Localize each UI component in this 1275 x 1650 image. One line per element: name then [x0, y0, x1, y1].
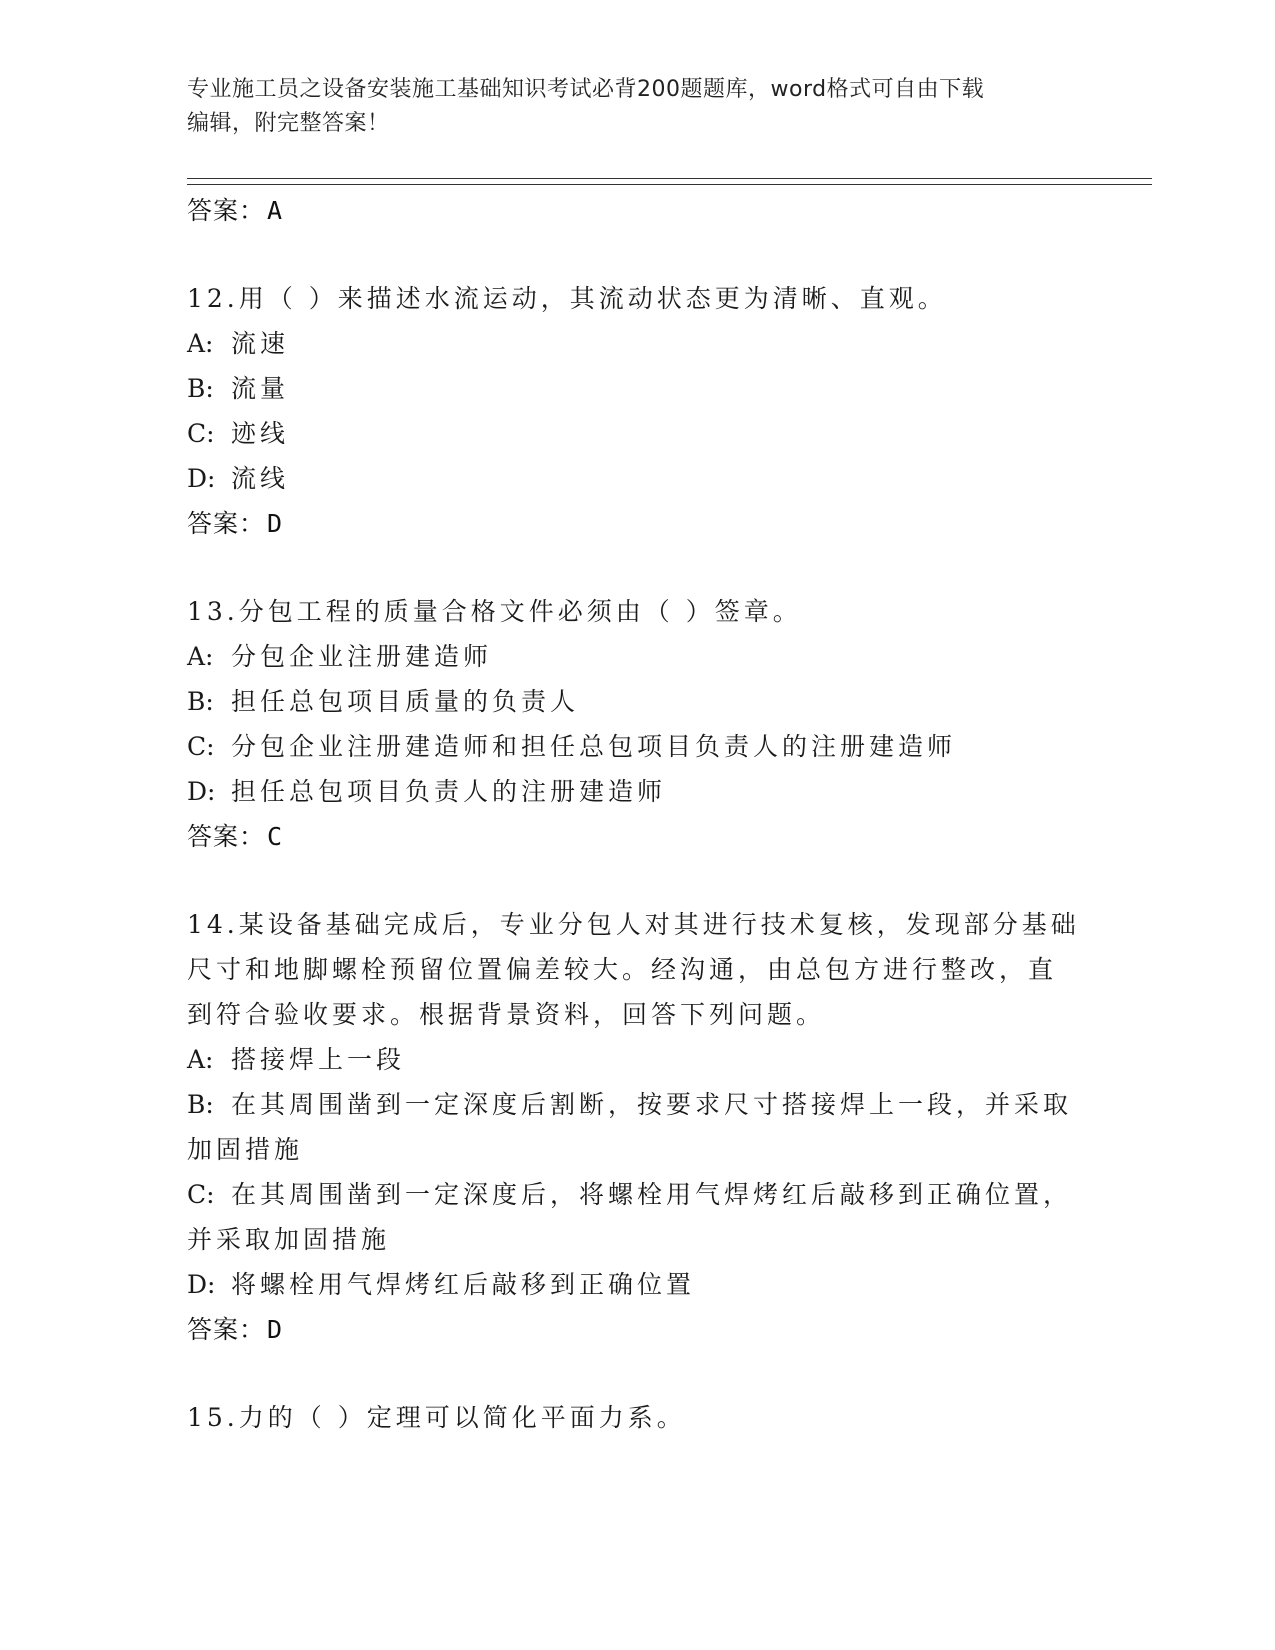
option-text: 担任总包项目负责人的注册建造师	[231, 777, 667, 806]
option-b-continued: 加固措施	[187, 1135, 304, 1164]
header-divider-bottom	[187, 184, 1152, 185]
option-text: 搭接焊上一段	[231, 1045, 406, 1074]
answer-line	[187, 1307, 1087, 1353]
option-a	[187, 321, 1087, 366]
answer-line	[187, 501, 1087, 547]
answer-label: 答案：	[187, 822, 266, 851]
question-text-line-3: 到符合验收要求。根据背景资料，回答下列问题。	[187, 1000, 826, 1029]
question-stem	[187, 276, 1087, 321]
question-text: 用（ ）来描述水流运动，其流动状态更为清晰、直观。	[238, 284, 947, 313]
option-c	[187, 1172, 1087, 1217]
question-text-line-1: 某设备基础完成后，专业分包人对其进行技术复核，发现部分基础	[238, 910, 1080, 939]
question-stem	[187, 589, 1087, 634]
option-text: 流线	[231, 464, 290, 493]
header-divider-top	[187, 178, 1152, 179]
answer-value: D	[267, 509, 284, 538]
option-letter: B:	[187, 1090, 214, 1119]
option-b	[187, 679, 1087, 724]
document-header	[187, 73, 1067, 141]
answer-line	[187, 814, 1087, 860]
question-list	[187, 188, 1087, 1440]
answer-line	[187, 188, 1087, 234]
answer-value: D	[267, 1315, 284, 1344]
header-title-line-1: 专业施工员之设备安装施工基础知识考试必背200题题库，word格式可自由下载	[187, 77, 985, 102]
option-text: 流速	[231, 329, 290, 358]
option-letter: C:	[187, 732, 215, 761]
option-c	[187, 411, 1087, 456]
option-letter: B:	[187, 687, 214, 716]
option-a	[187, 1037, 1087, 1082]
question-text: 分包工程的质量合格文件必须由（ ）签章。	[238, 597, 802, 626]
option-d	[187, 1262, 1087, 1307]
option-text: 迹线	[231, 419, 290, 448]
question-number: 13.	[187, 597, 239, 626]
option-d	[187, 769, 1087, 814]
header-title-line-2: 编辑，附完整答案！	[187, 111, 390, 136]
option-letter: D:	[187, 464, 216, 493]
question-stem	[187, 1395, 1087, 1440]
option-text: 分包企业注册建造师	[231, 642, 493, 671]
question-text-line-2: 尺寸和地脚螺栓预留位置偏差较大。经沟通，由总包方进行整改，直	[187, 955, 1058, 984]
option-a	[187, 634, 1087, 679]
option-letter: C:	[187, 1180, 215, 1209]
option-d	[187, 456, 1087, 501]
question-13	[187, 589, 1087, 860]
question-14	[187, 902, 1087, 1353]
question-stem	[187, 902, 1087, 947]
option-letter: A:	[187, 1045, 214, 1074]
answer-label: 答案：	[187, 509, 266, 538]
option-b	[187, 366, 1087, 411]
answer-label: 答案：	[187, 1315, 266, 1344]
option-letter: D:	[187, 1270, 216, 1299]
option-text: 流量	[231, 374, 290, 403]
answer-label: 答案：	[187, 196, 266, 225]
option-letter: A:	[187, 642, 214, 671]
question-12	[187, 276, 1087, 547]
answer-value: A	[267, 196, 284, 225]
question-number: 14.	[187, 910, 239, 939]
question-number: 15.	[187, 1403, 239, 1432]
option-text: 将螺栓用气焊烤红后敲移到正确位置	[231, 1270, 696, 1299]
option-text: 担任总包项目质量的负责人	[231, 687, 580, 716]
option-text: 分包企业注册建造师和担任总包项目负责人的注册建造师	[231, 732, 957, 761]
option-letter: A:	[187, 329, 214, 358]
option-text-line-1: 在其周围凿到一定深度后割断，按要求尺寸搭接焊上一段，并采取	[231, 1090, 1073, 1119]
question-number: 12.	[187, 284, 239, 313]
question-15	[187, 1395, 1087, 1440]
option-letter: C:	[187, 419, 215, 448]
answer-value: C	[267, 822, 284, 851]
option-text-line-1: 在其周围凿到一定深度后，将螺栓用气焊烤红后敲移到正确位置，	[231, 1180, 1073, 1209]
option-c-continued: 并采取加固措施	[187, 1225, 391, 1254]
option-b	[187, 1082, 1087, 1127]
question-text: 力的（ ）定理可以简化平面力系。	[238, 1403, 686, 1432]
option-c	[187, 724, 1087, 769]
option-letter: B:	[187, 374, 214, 403]
option-letter: D:	[187, 777, 216, 806]
